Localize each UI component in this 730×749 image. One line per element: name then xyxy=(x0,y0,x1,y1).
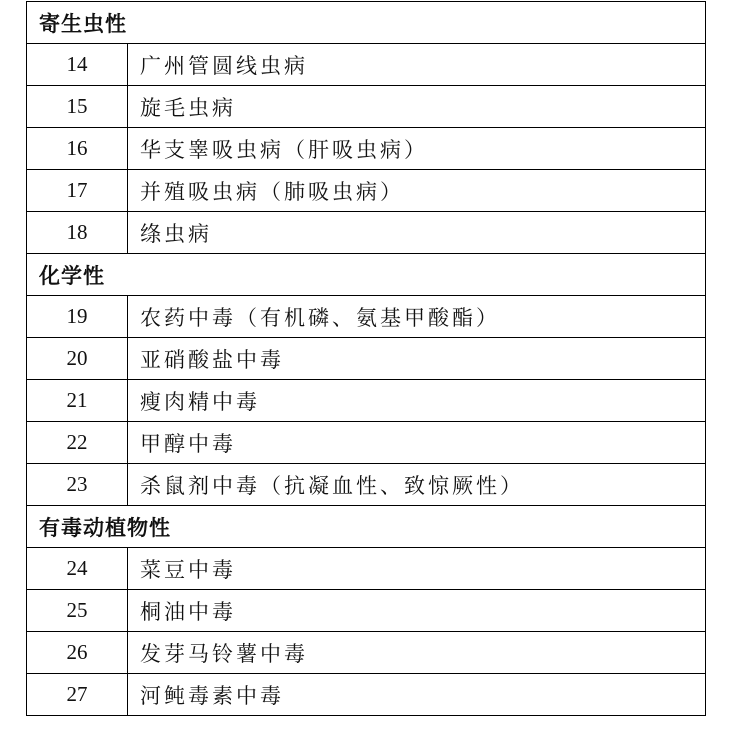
category-row-parasitic xyxy=(27,2,706,44)
disease-name: 旋毛虫病 xyxy=(128,86,706,128)
category-row-chemical xyxy=(27,254,706,296)
row-number: 20 xyxy=(27,338,128,380)
disease-name: 杀鼠剂中毒（抗凝血性、致惊厥性） xyxy=(128,464,706,506)
table-row xyxy=(27,338,706,380)
table-row xyxy=(27,674,706,716)
row-number: 14 xyxy=(27,44,128,86)
disease-name: 菜豆中毒 xyxy=(128,548,706,590)
disease-name: 瘦肉精中毒 xyxy=(128,380,706,422)
disease-name: 绦虫病 xyxy=(128,212,706,254)
table-row xyxy=(27,548,706,590)
category-label: 有毒动植物性 xyxy=(27,506,706,548)
table-row xyxy=(27,464,706,506)
row-number: 18 xyxy=(27,212,128,254)
row-number: 21 xyxy=(27,380,128,422)
table-row xyxy=(27,86,706,128)
disease-name: 桐油中毒 xyxy=(128,590,706,632)
table-row xyxy=(27,128,706,170)
table-row xyxy=(27,212,706,254)
row-number: 16 xyxy=(27,128,128,170)
category-label: 化学性 xyxy=(27,254,706,296)
disease-name: 农药中毒（有机磷、氨基甲酸酯） xyxy=(128,296,706,338)
row-number: 26 xyxy=(27,632,128,674)
disease-name: 甲醇中毒 xyxy=(128,422,706,464)
table-row xyxy=(27,296,706,338)
disease-name: 发芽马铃薯中毒 xyxy=(128,632,706,674)
disease-name: 并殖吸虫病（肺吸虫病） xyxy=(128,170,706,212)
row-number: 24 xyxy=(27,548,128,590)
row-number: 22 xyxy=(27,422,128,464)
disease-table xyxy=(26,1,706,716)
row-number: 15 xyxy=(27,86,128,128)
disease-name: 亚硝酸盐中毒 xyxy=(128,338,706,380)
row-number: 23 xyxy=(27,464,128,506)
row-number: 27 xyxy=(27,674,128,716)
table-row xyxy=(27,632,706,674)
table-row xyxy=(27,380,706,422)
row-number: 25 xyxy=(27,590,128,632)
category-row-toxic-plants-animals xyxy=(27,506,706,548)
row-number: 19 xyxy=(27,296,128,338)
table-row xyxy=(27,422,706,464)
table-row xyxy=(27,44,706,86)
disease-name: 河鲀毒素中毒 xyxy=(128,674,706,716)
row-number: 17 xyxy=(27,170,128,212)
category-label: 寄生虫性 xyxy=(27,2,706,44)
table-row xyxy=(27,170,706,212)
disease-name: 华支睾吸虫病（肝吸虫病） xyxy=(128,128,706,170)
disease-name: 广州管圆线虫病 xyxy=(128,44,706,86)
table-row xyxy=(27,590,706,632)
